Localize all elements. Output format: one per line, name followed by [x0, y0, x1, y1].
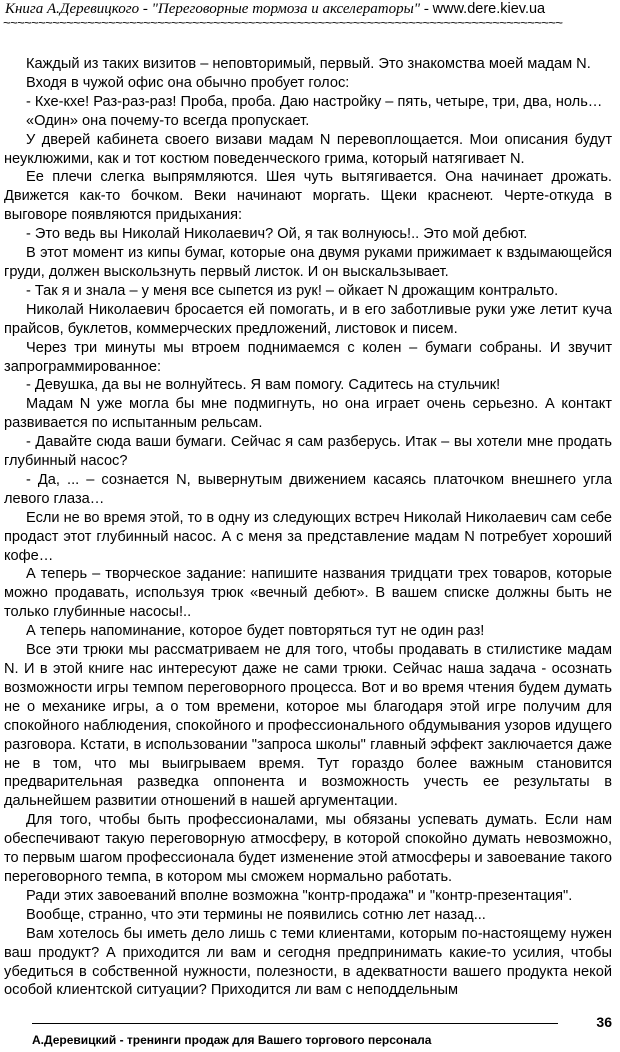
paragraph: «Один» она почему-то всегда пропускает.	[26, 112, 310, 129]
paragraph: Каждый из таких визитов – неповторимый, первый. Это знакомства моей мадам N.	[26, 56, 591, 72]
paragraph: Вообще, странно, что эти термины не появились сотню лет назад...	[26, 906, 486, 923]
page-number: 36	[596, 1014, 612, 1030]
header-rule: ~~~~~~~~~~~~~~~~~~~~~~~~~~~~~~~~~~~~~~~~~~~~~~~~~~~~~~~~~~~~~~~~~~~~~~~~~~~~~~~~	[3, 17, 563, 29]
paragraph: Николай Николаевич бросается ей помогать, и в его заботливые руки уже летит куча прайсов, буклетов, коммерческих предложений, листовок и писем.	[4, 301, 612, 337]
paragraph: У дверей кабинета своего визави мадам N перевоплощается. Мои описания будут неуклюжими, как и тот костюм поведенческого грима, который натягивает N.	[4, 131, 612, 167]
paragraph: А теперь – творческое задание: напишите названия тридцати трех товаров, которые можно продавать, используя трюк «вечный дебют». В вашем списке должны быть не только глубинные насосы!..	[4, 566, 612, 621]
paragraph: Для того, чтобы быть профессионалами, мы обязаны успевать думать. Если нам обеспечивают такую переговорную атмосферу, в которой спокойно думать невозможно, то первым шагом профессионала будет изменение этой атмосферы и завоевание такого переговорного темпа, в котором мы сможем нормально работать.	[4, 812, 612, 885]
paragraph: Входя в чужой офис она обычно пробует голос:	[26, 74, 350, 91]
paragraph: Все эти трюки мы рассматриваем не для того, чтобы продавать в стилистике мадам N. И в этой книге нас интересуют даже не сами трюки. Сейчас наша задача - осознать возможности игры темпом переговорного процесса. Вот и во время чтения будем думать не о механике игры, а о том времени, которое мы благодаря этой игре получим для спокойного наблюдения, спокойного и профессионального обдумывания узоров идущего разговора. Кстати, в использовании "запроса школы" главный эффект заключается даже не в том, что мы выигрываем время. Тут гораздо более важным становится предварительная разведка оппонента и возможность учесть ее результаты в дальнейшем развитии отношений в нашей аргументации.	[4, 642, 612, 810]
footer-rule	[32, 1023, 558, 1024]
book-title: Книга А.Деревицкого - "Переговорные тормоза и акселераторы" -	[5, 1, 433, 17]
paragraph: - Это ведь вы Николай Николаевич? Ой, я так волнуюсь!.. Это мой дебют.	[26, 226, 528, 243]
paragraph: Мадам N уже могла бы мне подмигнуть, но она играет очень серьезно. А контакт развивается по испытанным рельсам.	[4, 396, 612, 432]
paragraph: Через три минуты мы втроем поднимаемся с колен – бумаги собраны. И звучит запрограммированное:	[4, 339, 612, 375]
footer-text: А.Деревицкий - тренинги продаж для Вашего торгового персонала	[32, 1033, 432, 1047]
paragraph: А теперь напоминание, которое будет повторяться тут не один раз!	[26, 623, 485, 640]
site-link[interactable]: www.dere.kiev.ua	[432, 1, 546, 17]
paragraph: - Да, ... – сознается N, вывернутым движением касаясь платочком внешнего угла левого глаза…	[4, 471, 612, 507]
paragraph: - Кхе-кхе! Раз-раз-раз! Проба, проба. Даю настройку – пять, четыре, три, два, ноль…	[26, 93, 603, 110]
paragraph: Если не во время этой, то в одну из следующих встреч Николай Николаевич сам себе продаст этот глубинный насос. А с меня за представление мадам N потребует хороший кофе…	[4, 509, 612, 564]
paragraph: Ее плечи слегка выпрямляются. Шея чуть вытягивается. Она начинает дрожать. Движется как-то бочком. Веки начинают моргать. Щеки краснеют. Черте-откуда в выговоре появляются придыхания:	[4, 169, 612, 224]
paragraph: Ради этих завоеваний вполне возможна "контр-продажа" и "контр-презентация".	[26, 887, 573, 904]
paragraph: - Девушка, да вы не волнуйтесь. Я вам помогу. Садитесь на стульчик!	[26, 377, 501, 394]
paragraph: Вам хотелось бы иметь дело лишь с теми клиентами, которым по-настоящему нужен ваш продукт? А приходится ли вам и сегодня предпринимать какие-то усилия, чтобы убедиться в собственной нужности, полезности, в адекватности вашего продукта некой особой клиентской ситуации? Приходится ли вам с неподдельным	[4, 925, 612, 999]
page-body	[4, 55, 612, 1000]
running-header	[5, 0, 617, 18]
paragraph: - Так я и знала – у меня все сыпется из рук! – ойкает N дрожащим контральто.	[26, 282, 559, 299]
paragraph: - Давайте сюда ваши бумаги. Сейчас я сам разберусь. Итак – вы хотели мне продать глубинный насос?	[4, 434, 612, 470]
paragraph: В этот момент из кипы бумаг, которые она двумя руками прижимает к вздымающейся груди, должен выскользнуть первый листок. И он выскальзывает.	[4, 245, 612, 280]
